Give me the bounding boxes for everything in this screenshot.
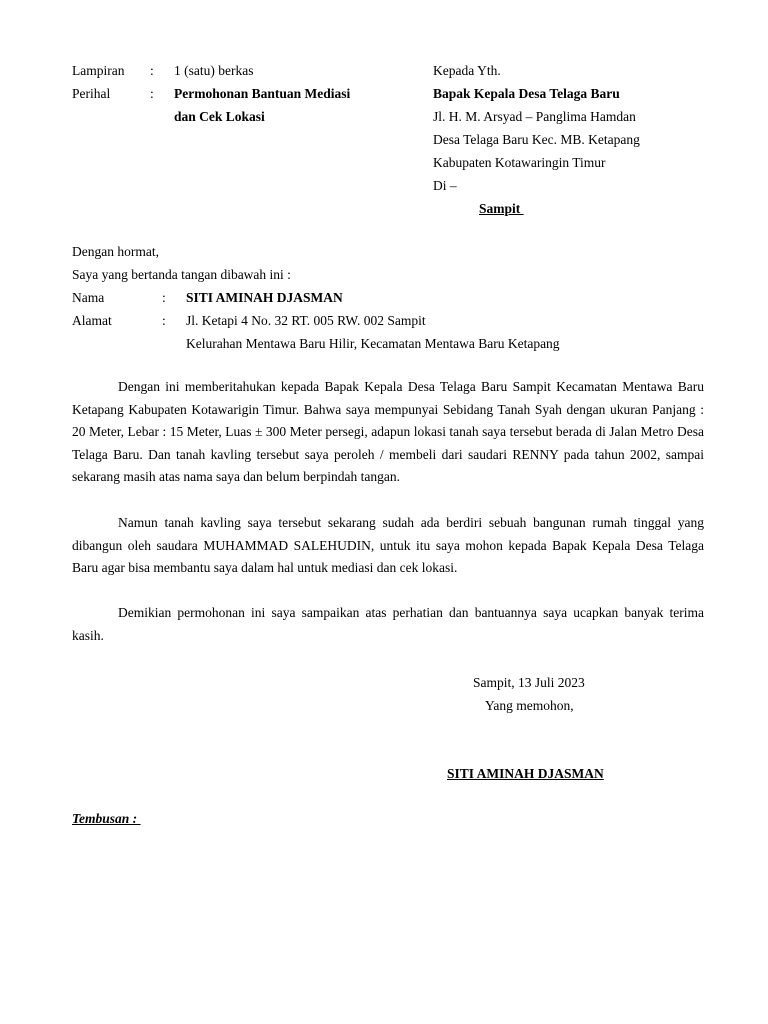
body-paragraph-1 <box>72 376 704 489</box>
alamat-colon: : <box>162 313 166 328</box>
recipient-address-2: Desa Telaga Baru Kec. MB. Ketapang <box>433 132 640 147</box>
intro-line: Saya yang bertanda tangan dibawah ini : <box>72 267 291 282</box>
body-paragraph-3-text: Demikian permohonan ini saya sampaikan atas perhatian dan bantuannya saya ucapkan banyak terima kasih. <box>72 605 704 643</box>
lampiran-label: Lampiran <box>72 63 125 78</box>
nama-value: SITI AMINAH DJASMAN <box>186 290 343 305</box>
perihal-line1: Permohonan Bantuan Mediasi <box>174 86 351 101</box>
tembusan-label: Tembusan : <box>72 811 141 826</box>
place-date: Sampit, 13 Juli 2023 <box>473 675 585 690</box>
nama-label: Nama <box>72 290 105 305</box>
recipient-address-3: Kabupaten Kotawaringin Timur <box>433 155 606 170</box>
alamat-label: Alamat <box>72 313 112 328</box>
alamat-line2: Kelurahan Mentawa Baru Hilir, Kecamatan Mentawa Baru Ketapang <box>186 336 560 351</box>
lampiran-colon: : <box>150 63 154 78</box>
recipient-kepada: Kepada Yth. <box>433 63 501 78</box>
recipient-address-1: Jl. H. M. Arsyad – Panglima Hamdan <box>433 109 636 124</box>
nama-colon: : <box>162 290 166 305</box>
body-paragraph-2 <box>72 512 704 580</box>
recipient-city: Sampit <box>479 201 524 216</box>
recipient-di: Di – <box>433 178 457 193</box>
body-paragraph-2-text: Namun tanah kavling saya tersebut sekarang sudah ada berdiri sebuah bangunan rumah tinggal yang dibangun oleh saudara MUHAMMAD SALEHUDIN, untuk itu saya mohon kepada Bapak Kepala Desa Telaga Baru agar bisa membantu saya dalam hal untuk mediasi dan cek lokasi. <box>72 515 704 576</box>
perihal-label: Perihal <box>72 86 111 101</box>
greeting: Dengan hormat, <box>72 244 159 259</box>
signer-name: SITI AMINAH DJASMAN <box>447 766 604 781</box>
body-paragraph-1-text: Dengan ini memberitahukan kepada Bapak Kepala Desa Telaga Baru Sampit Kecamatan Mentawa Baru Ketapang Kabupaten Kotawarigin Timur. Bahwa saya mempunyai Sebidang Tanah Syah dengan ukuran Panjang : 20 Meter, Lebar : 15 Meter, Luas ± 300 Meter persegi, adapun lokasi tanah saya tersebut berada di Jalan Metro Desa Telaga Baru. Dan tanah kavling tersebut saya peroleh / membeli dari saudari RENNY pada tahun 2002, sampai sekarang masih atas nama saya dan belum berpindah tangan. <box>72 379 704 485</box>
alamat-line1: Jl. Ketapi 4 No. 32 RT. 005 RW. 002 Sampit <box>186 313 426 328</box>
yang-memohon: Yang memohon, <box>485 698 574 713</box>
perihal-line2: dan Cek Lokasi <box>174 109 265 124</box>
lampiran-value: 1 (satu) berkas <box>174 63 254 78</box>
perihal-colon: : <box>150 86 154 101</box>
recipient-name: Bapak Kepala Desa Telaga Baru <box>433 86 620 101</box>
body-paragraph-3 <box>72 602 704 647</box>
